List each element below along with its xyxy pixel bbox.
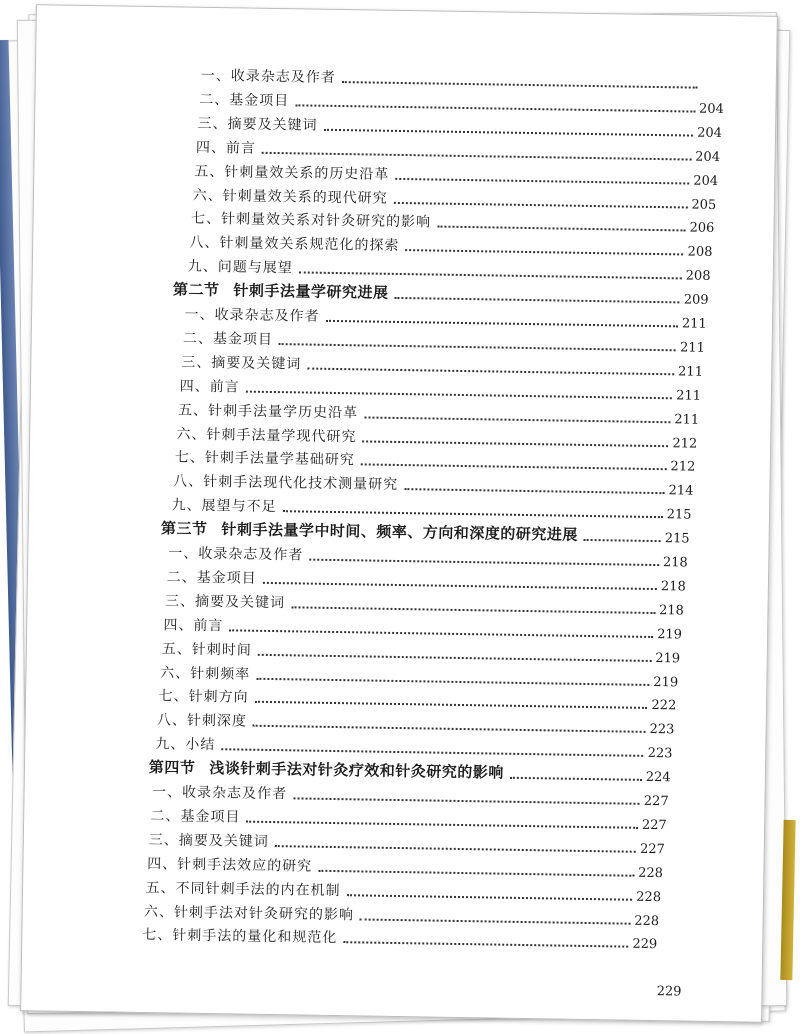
toc-page-number: 212 bbox=[672, 435, 698, 452]
toc-page-number: 219 bbox=[653, 674, 679, 690]
toc-page-number: 211 bbox=[674, 411, 700, 428]
toc-page-number: 205 bbox=[691, 197, 717, 213]
toc-entry-label: 九、问题与展望 bbox=[187, 258, 293, 277]
toc-entry-label: 三、摘要及关键词 bbox=[181, 354, 302, 373]
toc-dot-leader bbox=[394, 200, 688, 208]
toc-entry-label: 六、针刺手法量学现代研究 bbox=[176, 425, 357, 445]
toc-entry-label: 二、基金项目 bbox=[150, 808, 241, 826]
toc-dot-leader bbox=[510, 776, 642, 781]
toc-dot-leader bbox=[299, 271, 682, 280]
toc-page-number: 211 bbox=[681, 316, 707, 332]
toc-entry-label: 六、针刺手法对针灸研究的影响 bbox=[143, 903, 355, 923]
toc-page-number: 211 bbox=[676, 388, 702, 404]
toc-entry-label: 八、针刺深度 bbox=[156, 712, 248, 730]
toc-entry-label: 六、针刺量效关系的现代研究 bbox=[192, 187, 388, 207]
toc-dot-leader bbox=[584, 538, 661, 542]
toc-dot-leader bbox=[291, 605, 655, 614]
toc-entry-label: 五、针刺时间 bbox=[161, 640, 252, 659]
toc-dot-leader bbox=[362, 439, 668, 447]
toc-page-number: 211 bbox=[679, 340, 705, 356]
toc-dot-leader bbox=[256, 676, 649, 685]
toc-section-number: 第四节 bbox=[148, 758, 196, 777]
toc-page-number: 208 bbox=[687, 244, 713, 261]
toc-entry-label: 一、收录杂志及作者 bbox=[151, 784, 288, 803]
toc-dot-leader bbox=[342, 80, 698, 89]
toc-page-number: 208 bbox=[685, 268, 711, 285]
toc-entry-label: 八、针刺量效关系规范化的探索 bbox=[189, 234, 400, 255]
toc-dot-leader bbox=[293, 796, 640, 804]
toc-entry-label: 二、基金项目 bbox=[166, 569, 257, 587]
toc-dot-leader bbox=[405, 248, 683, 255]
toc-page-number: 222 bbox=[651, 698, 677, 714]
toc-dot-leader bbox=[279, 342, 676, 351]
toc-dot-leader bbox=[253, 724, 646, 733]
toc-page-number: 228 bbox=[636, 889, 662, 905]
toc-page-number: 227 bbox=[643, 793, 669, 810]
toc-entry-label: 七、针刺手法的量化和规范化 bbox=[142, 927, 338, 947]
toc-dot-leader bbox=[262, 150, 691, 160]
toc-page-number: 224 bbox=[645, 770, 671, 786]
toc-section-label: 针刺手法量学中时间、频率、方向和深度的研究进展 bbox=[221, 520, 579, 544]
toc-entry-label: 六、针刺频率 bbox=[160, 664, 251, 683]
toc-dot-leader bbox=[258, 652, 651, 661]
toc-entry-label: 一、收录杂志及作者 bbox=[200, 67, 336, 86]
toc-entry-label: 五、不同针刺手法的内在机制 bbox=[145, 879, 341, 899]
toc-page-number: 228 bbox=[634, 913, 660, 929]
toc-page-number: 227 bbox=[641, 817, 667, 834]
book-spine-edge bbox=[780, 820, 795, 980]
toc-dot-leader bbox=[395, 176, 689, 184]
toc-page-number: 215 bbox=[664, 531, 690, 547]
toc-section-label: 针刺手法量学研究进展 bbox=[233, 281, 389, 302]
toc-entry-label: 二、基金项目 bbox=[182, 330, 274, 348]
toc-dot-leader bbox=[326, 319, 678, 328]
toc-entry-label: 九、展望与不足 bbox=[171, 497, 277, 516]
toc-dot-leader bbox=[283, 509, 663, 518]
toc-dot-leader bbox=[360, 917, 630, 924]
toc-dot-leader bbox=[275, 844, 636, 853]
toc-page-number: 204 bbox=[695, 149, 721, 165]
toc-entry-label: 四、针刺手法效应的研究 bbox=[147, 855, 313, 875]
toc-page-number: 211 bbox=[677, 364, 704, 380]
toc-dot-leader bbox=[343, 941, 628, 948]
toc-entry-label: 三、摘要及关键词 bbox=[197, 115, 318, 134]
toc-entry-label: 五、针刺手法量学历史沿革 bbox=[177, 402, 359, 421]
toc-page-number: 215 bbox=[666, 507, 692, 523]
toc-section-title bbox=[149, 756, 504, 783]
toc-entry-label: 三、摘要及关键词 bbox=[164, 593, 286, 612]
toc-dot-leader bbox=[246, 389, 673, 399]
toc-page-number: 212 bbox=[670, 459, 696, 476]
toc-page-number: 218 bbox=[658, 602, 684, 619]
toc-entry-label: 九、小结 bbox=[155, 736, 216, 754]
toc-page-number: 223 bbox=[647, 746, 673, 762]
toc-entry-label: 四、前言 bbox=[163, 617, 224, 634]
toc-entry-label: 一、收录杂志及作者 bbox=[168, 545, 304, 564]
toc-page-number: 204 bbox=[693, 173, 719, 189]
toc-entry-label: 八、针刺手法现代化技术测量研究 bbox=[173, 473, 399, 494]
toc-entry-label: 七、针刺量效关系对针灸研究的影响 bbox=[190, 211, 432, 231]
toc-section-label: 浅谈针刺手法对针灸疗效和针灸研究的影响 bbox=[209, 759, 504, 782]
toc-dot-leader bbox=[309, 558, 659, 566]
toc-dot-leader bbox=[437, 225, 686, 232]
toc-page-number: 214 bbox=[668, 483, 694, 499]
toc-page-number: 206 bbox=[689, 220, 715, 237]
toc-dot-leader bbox=[255, 700, 648, 709]
toc-page-number: 204 bbox=[697, 125, 723, 141]
toc-page-number: 229 bbox=[632, 937, 658, 953]
toc-section-number: 第二节 bbox=[172, 280, 220, 300]
toc-entry-label: 二、基金项目 bbox=[199, 91, 290, 110]
toc-page-number: 219 bbox=[657, 626, 683, 643]
toc-page-number: 229 bbox=[656, 984, 682, 1000]
toc-dot-leader bbox=[318, 868, 634, 876]
toc-entry-label: 四、前言 bbox=[179, 378, 240, 396]
toc-dot-leader bbox=[307, 366, 674, 375]
toc-page-number: 218 bbox=[662, 555, 688, 571]
toc-dot-leader bbox=[364, 415, 670, 423]
toc-entry-label: 四、前言 bbox=[195, 139, 257, 157]
toc-page-number: 218 bbox=[660, 579, 686, 595]
toc-section-number: 第三节 bbox=[160, 519, 208, 539]
toc-dot-leader bbox=[394, 296, 679, 303]
toc-entry-label: 七、针刺方向 bbox=[158, 688, 249, 707]
toc-dot-leader bbox=[263, 581, 657, 590]
toc-entry-label: 五、针刺量效关系的历史沿革 bbox=[194, 163, 390, 183]
toc-page-number: 227 bbox=[639, 841, 665, 858]
toc-entry-label: 一、收录杂志及作者 bbox=[184, 306, 320, 325]
toc-page-number: 228 bbox=[638, 865, 664, 881]
toc-dot-leader bbox=[246, 820, 638, 829]
toc-dot-leader bbox=[221, 747, 643, 757]
toc-trailing-page-number bbox=[581, 976, 681, 1000]
table-of-contents bbox=[21, 5, 777, 1021]
toc-dot-leader bbox=[404, 487, 664, 494]
toc-section-title bbox=[173, 279, 389, 303]
toc-page bbox=[20, 4, 778, 1023]
toc-dot-leader bbox=[361, 463, 667, 471]
toc-entry-label: 三、摘要及关键词 bbox=[148, 831, 269, 850]
toc-dot-leader bbox=[295, 103, 695, 112]
toc-page-number: 219 bbox=[655, 650, 681, 667]
toc-dot-leader bbox=[346, 893, 632, 900]
toc-page-number: 209 bbox=[683, 292, 709, 308]
toc-page-number: 204 bbox=[698, 101, 724, 117]
toc-page-number: 223 bbox=[649, 722, 675, 738]
toc-dot-leader bbox=[229, 628, 653, 638]
toc-entry-label: 七、针刺手法量学基础研究 bbox=[174, 449, 355, 469]
toc-dot-leader bbox=[324, 128, 694, 137]
